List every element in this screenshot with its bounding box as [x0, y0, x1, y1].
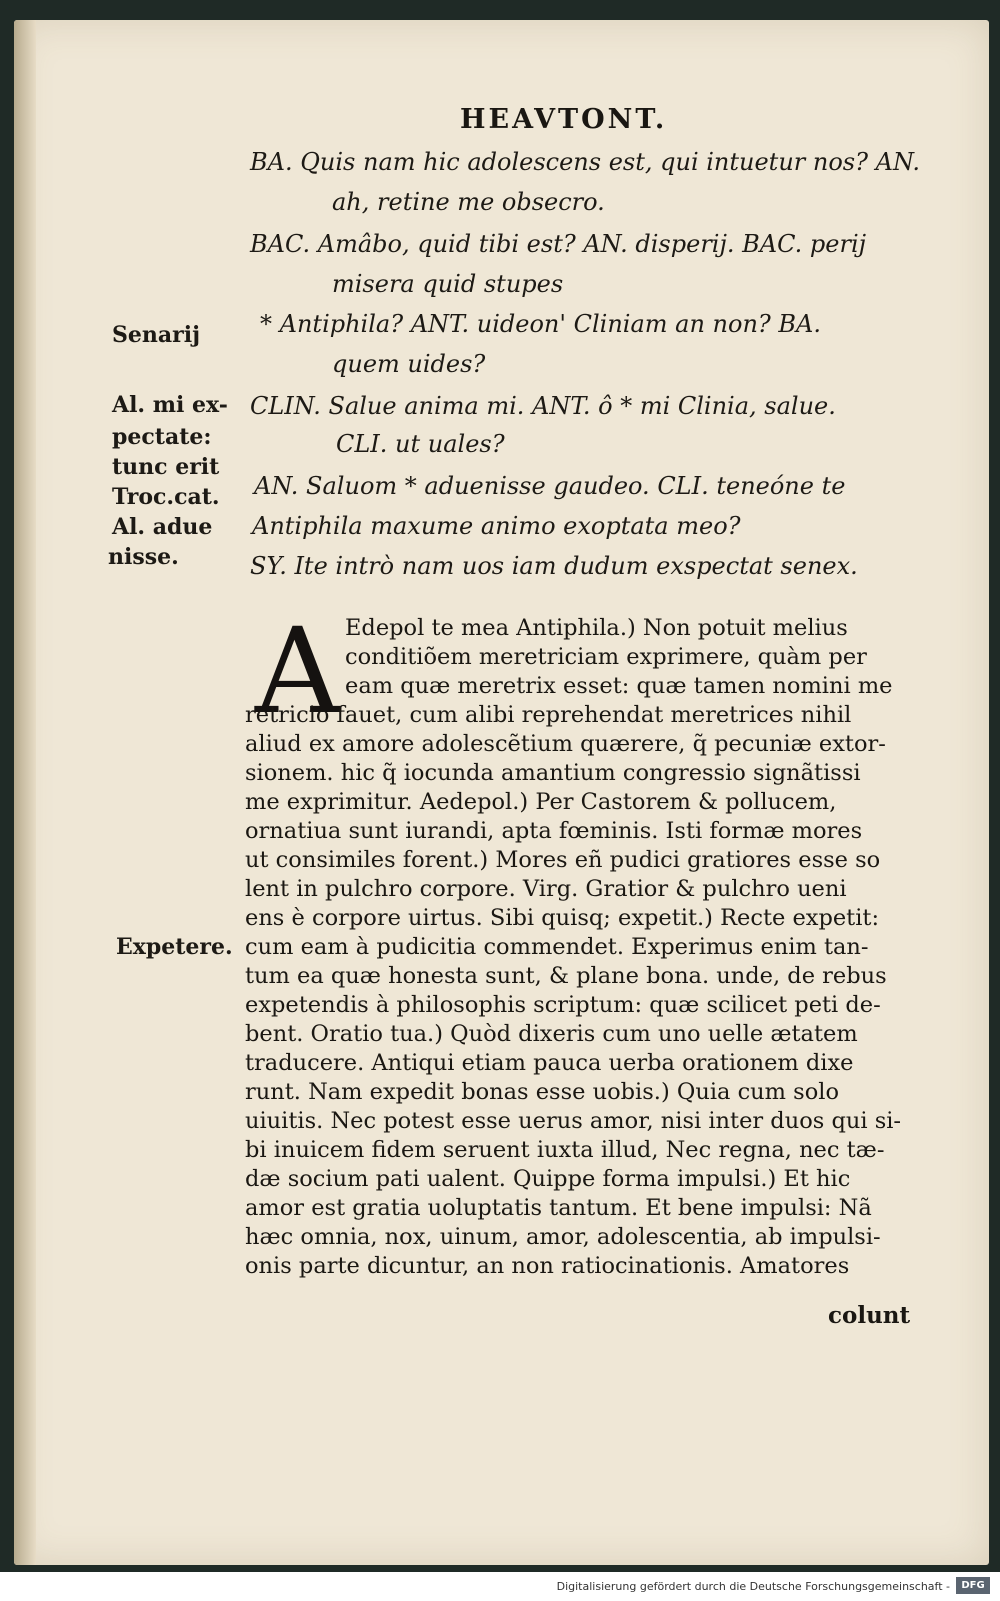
dialogue-line: CLI. ut uales? [336, 430, 505, 458]
commentary-line: aliud ex amore adolescẽtium quærere, q̃ pecuniæ extor- [245, 731, 886, 757]
margin-note: Troc.cat. [112, 484, 220, 510]
commentary-line: traducere. Antiqui etiam pauca uerba orationem dixe [245, 1050, 854, 1076]
dialogue-line: Antiphila maxume animo exoptata meo? [252, 512, 741, 540]
commentary-line: runt. Nam expedit bonas esse uobis.) Quia cum solo [245, 1079, 839, 1105]
commentary-line: Edepol te mea Antiphila.) Non potuit melius [345, 615, 848, 641]
dfg-logo: DFG [956, 1577, 990, 1594]
margin-note: Al. adue [112, 514, 213, 540]
commentary-line: amor est gratia uoluptatis tantum. Et bene impulsi: Nã [245, 1195, 872, 1221]
dialogue-line: * Antiphila? ANT. uideon' Cliniam an non? BA. [260, 310, 822, 338]
dialogue-line: SY. Ite intrò nam uos iam dudum exspectat senex. [250, 552, 858, 580]
commentary-line: onis parte dicuntur, an non ratiocinationis. Amatores [245, 1253, 850, 1279]
dialogue-line: CLIN. Salue anima mi. ANT. ô * mi Clinia, salue. [250, 392, 836, 420]
running-head: HEAVTONT. [460, 104, 668, 135]
margin-note: nisse. [108, 544, 179, 570]
funding-notice: Digitalisierung gefördert durch die Deutsche Forschungsgemeinschaft - [556, 1580, 950, 1593]
commentary-line: bi inuicem fidem seruent iuxta illud, Nec regna, nec tæ- [245, 1137, 885, 1163]
dialogue-line: BAC. Amâbo, quid tibi est? AN. disperij. BAC. perij [250, 230, 867, 258]
margin-note: Senarij [112, 322, 201, 348]
commentary-line: eam quæ meretrix esset: quæ tamen nomini me [345, 673, 893, 699]
commentary-line: lent in pulchro corpore. Virg. Gratior & pulchro ueni [245, 876, 847, 902]
commentary-line: ens è corpore uirtus. Sibi quisq; expetit.) Recte expetit: [245, 905, 880, 931]
commentary-line: retricio fauet, cum alibi reprehendat meretrices nihil [245, 702, 852, 728]
dialogue-line: AN. Saluom * aduenisse gaudeo. CLI. teneóne te [254, 472, 846, 500]
margin-note: pectate: [112, 424, 212, 450]
commentary-line: hæc omnia, nox, uinum, amor, adolescentia, ab impulsi- [245, 1224, 881, 1250]
commentary-line: sionem. hic q̃ iocunda amantium congressio signãtissi [245, 760, 861, 786]
commentary-line: me exprimitur. Aedepol.) Per Castorem & pollucem, [245, 789, 837, 815]
commentary-line: ut consimiles forent.) Mores eñ pudici gratiores esse so [245, 847, 881, 873]
dialogue-line: quem uides? [332, 350, 486, 378]
commentary-line: tum ea quæ honesta sunt, & plane bona. unde, de rebus [245, 963, 887, 989]
dialogue-line: misera quid stupes [332, 270, 564, 298]
commentary-line: ornatiua sunt iurandi, apta fœminis. Isti formæ mores [245, 818, 863, 844]
margin-note: Al. mi ex- [112, 392, 228, 418]
margin-note: Expetere. [116, 934, 233, 960]
commentary-line: dæ socium pati ualent. Quippe forma impulsi.) Et hic [245, 1166, 851, 1192]
catchword: colunt [828, 1302, 911, 1329]
commentary-line: cum eam à pudicitia commendet. Experimus enim tan- [245, 934, 869, 960]
commentary-line: bent. Oratio tua.) Quòd dixeris cum uno uelle ætatem [245, 1021, 858, 1047]
commentary-line: conditiõem meretriciam exprimere, quàm per [345, 644, 867, 670]
margin-note: tunc erit [112, 454, 220, 480]
footer-bar [0, 1572, 1000, 1601]
dialogue-line: ah, retine me obsecro. [332, 188, 605, 216]
dialogue-line: BA. Quis nam hic adolescens est, qui intuetur nos? AN. [250, 148, 921, 176]
commentary-line: uiuitis. Nec potest esse uerus amor, nisi inter duos qui si- [245, 1108, 902, 1134]
decorated-initial: A [255, 602, 341, 740]
commentary-line: expetendis à philosophis scriptum: quæ scilicet peti de- [245, 992, 881, 1018]
page-edge [14, 20, 36, 1565]
